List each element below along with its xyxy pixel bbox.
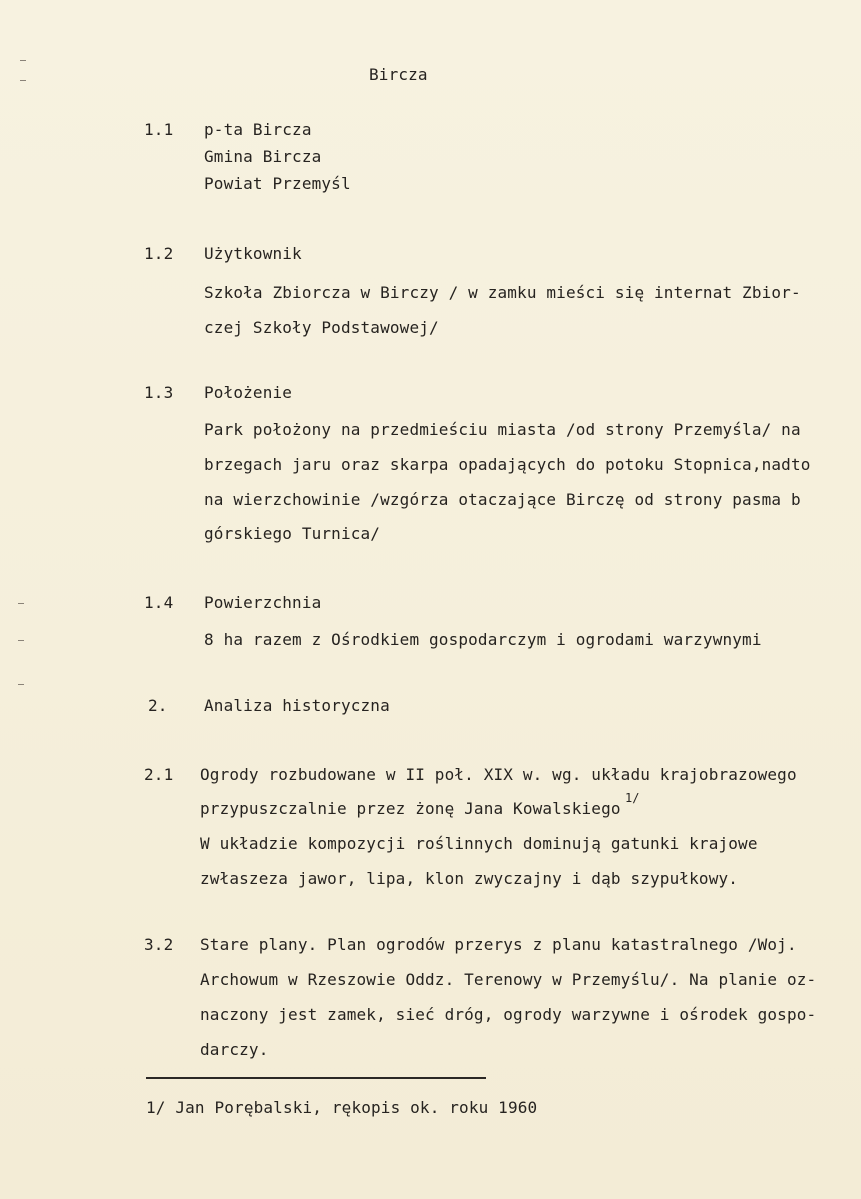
margin-mark xyxy=(20,60,26,61)
footnote-text: 1/ Jan Porębalski, rękopis ok. roku 1960 xyxy=(146,1098,538,1117)
section-line: Stare plany. Plan ogrodów przerys z planu katastralnego /Woj. xyxy=(200,935,797,954)
section-line: czej Szkoły Podstawowej/ xyxy=(204,318,439,337)
footnote-divider xyxy=(146,1077,486,1079)
section-line: górskiego Turnica/ xyxy=(204,524,381,543)
section-line: Ogrody rozbudowane w II poł. XIX w. wg. układu krajobrazowego xyxy=(200,765,797,784)
section-number: 1.2 xyxy=(144,244,174,263)
section-line: zwłaszeza jawor, lipa, klon zwyczajny i dąb szypułkowy. xyxy=(200,869,739,888)
section-line: 8 ha razem z Ośrodkiem gospodarczym i ogrodami warzywnymi xyxy=(204,630,762,649)
section-heading: Powierzchnia xyxy=(204,593,322,612)
section-line: darczy. xyxy=(200,1040,269,1059)
footnote-reference: 1/ xyxy=(625,791,640,805)
section-number: 1.4 xyxy=(144,593,174,612)
section-line: p-ta Bircza xyxy=(204,120,312,139)
section-line: Szkoła Zbiorcza w Birczy / w zamku mieści się internat Zbior- xyxy=(204,283,801,302)
margin-mark xyxy=(18,684,24,685)
section-line: Gmina Bircza xyxy=(204,147,322,166)
page-title: Bircza xyxy=(369,65,428,84)
section-number: 2. xyxy=(148,696,168,715)
section-number: 1.3 xyxy=(144,383,174,402)
section-heading: Położenie xyxy=(204,383,293,402)
section-number: 3.2 xyxy=(144,935,174,954)
section-heading: Analiza historyczna xyxy=(204,696,390,715)
section-line: przypuszczalnie przez żonę Jana Kowalskiego xyxy=(200,799,621,818)
margin-mark xyxy=(20,80,26,81)
section-number: 1.1 xyxy=(144,120,174,139)
section-line: Archowum w Rzeszowie Oddz. Terenowy w Przemyślu/. Na planie oz- xyxy=(200,970,817,989)
section-line: brzegach jaru oraz skarpa opadających do potoku Stopnica,nadto xyxy=(204,455,811,474)
margin-mark xyxy=(18,603,24,604)
section-line: na wierzchowinie /wzgórza otaczające Birczę od strony pasma b xyxy=(204,490,801,509)
section-line: naczony jest zamek, sieć dróg, ogrody warzywne i ośrodek gospo- xyxy=(200,1005,817,1024)
margin-mark xyxy=(18,640,24,641)
section-line: Park położony na przedmieściu miasta /od strony Przemyśla/ na xyxy=(204,420,801,439)
section-number: 2.1 xyxy=(144,765,174,784)
section-line: Powiat Przemyśl xyxy=(204,174,351,193)
section-line: W układzie kompozycji roślinnych dominują gatunki krajowe xyxy=(200,834,758,853)
section-heading: Użytkownik xyxy=(204,244,302,263)
